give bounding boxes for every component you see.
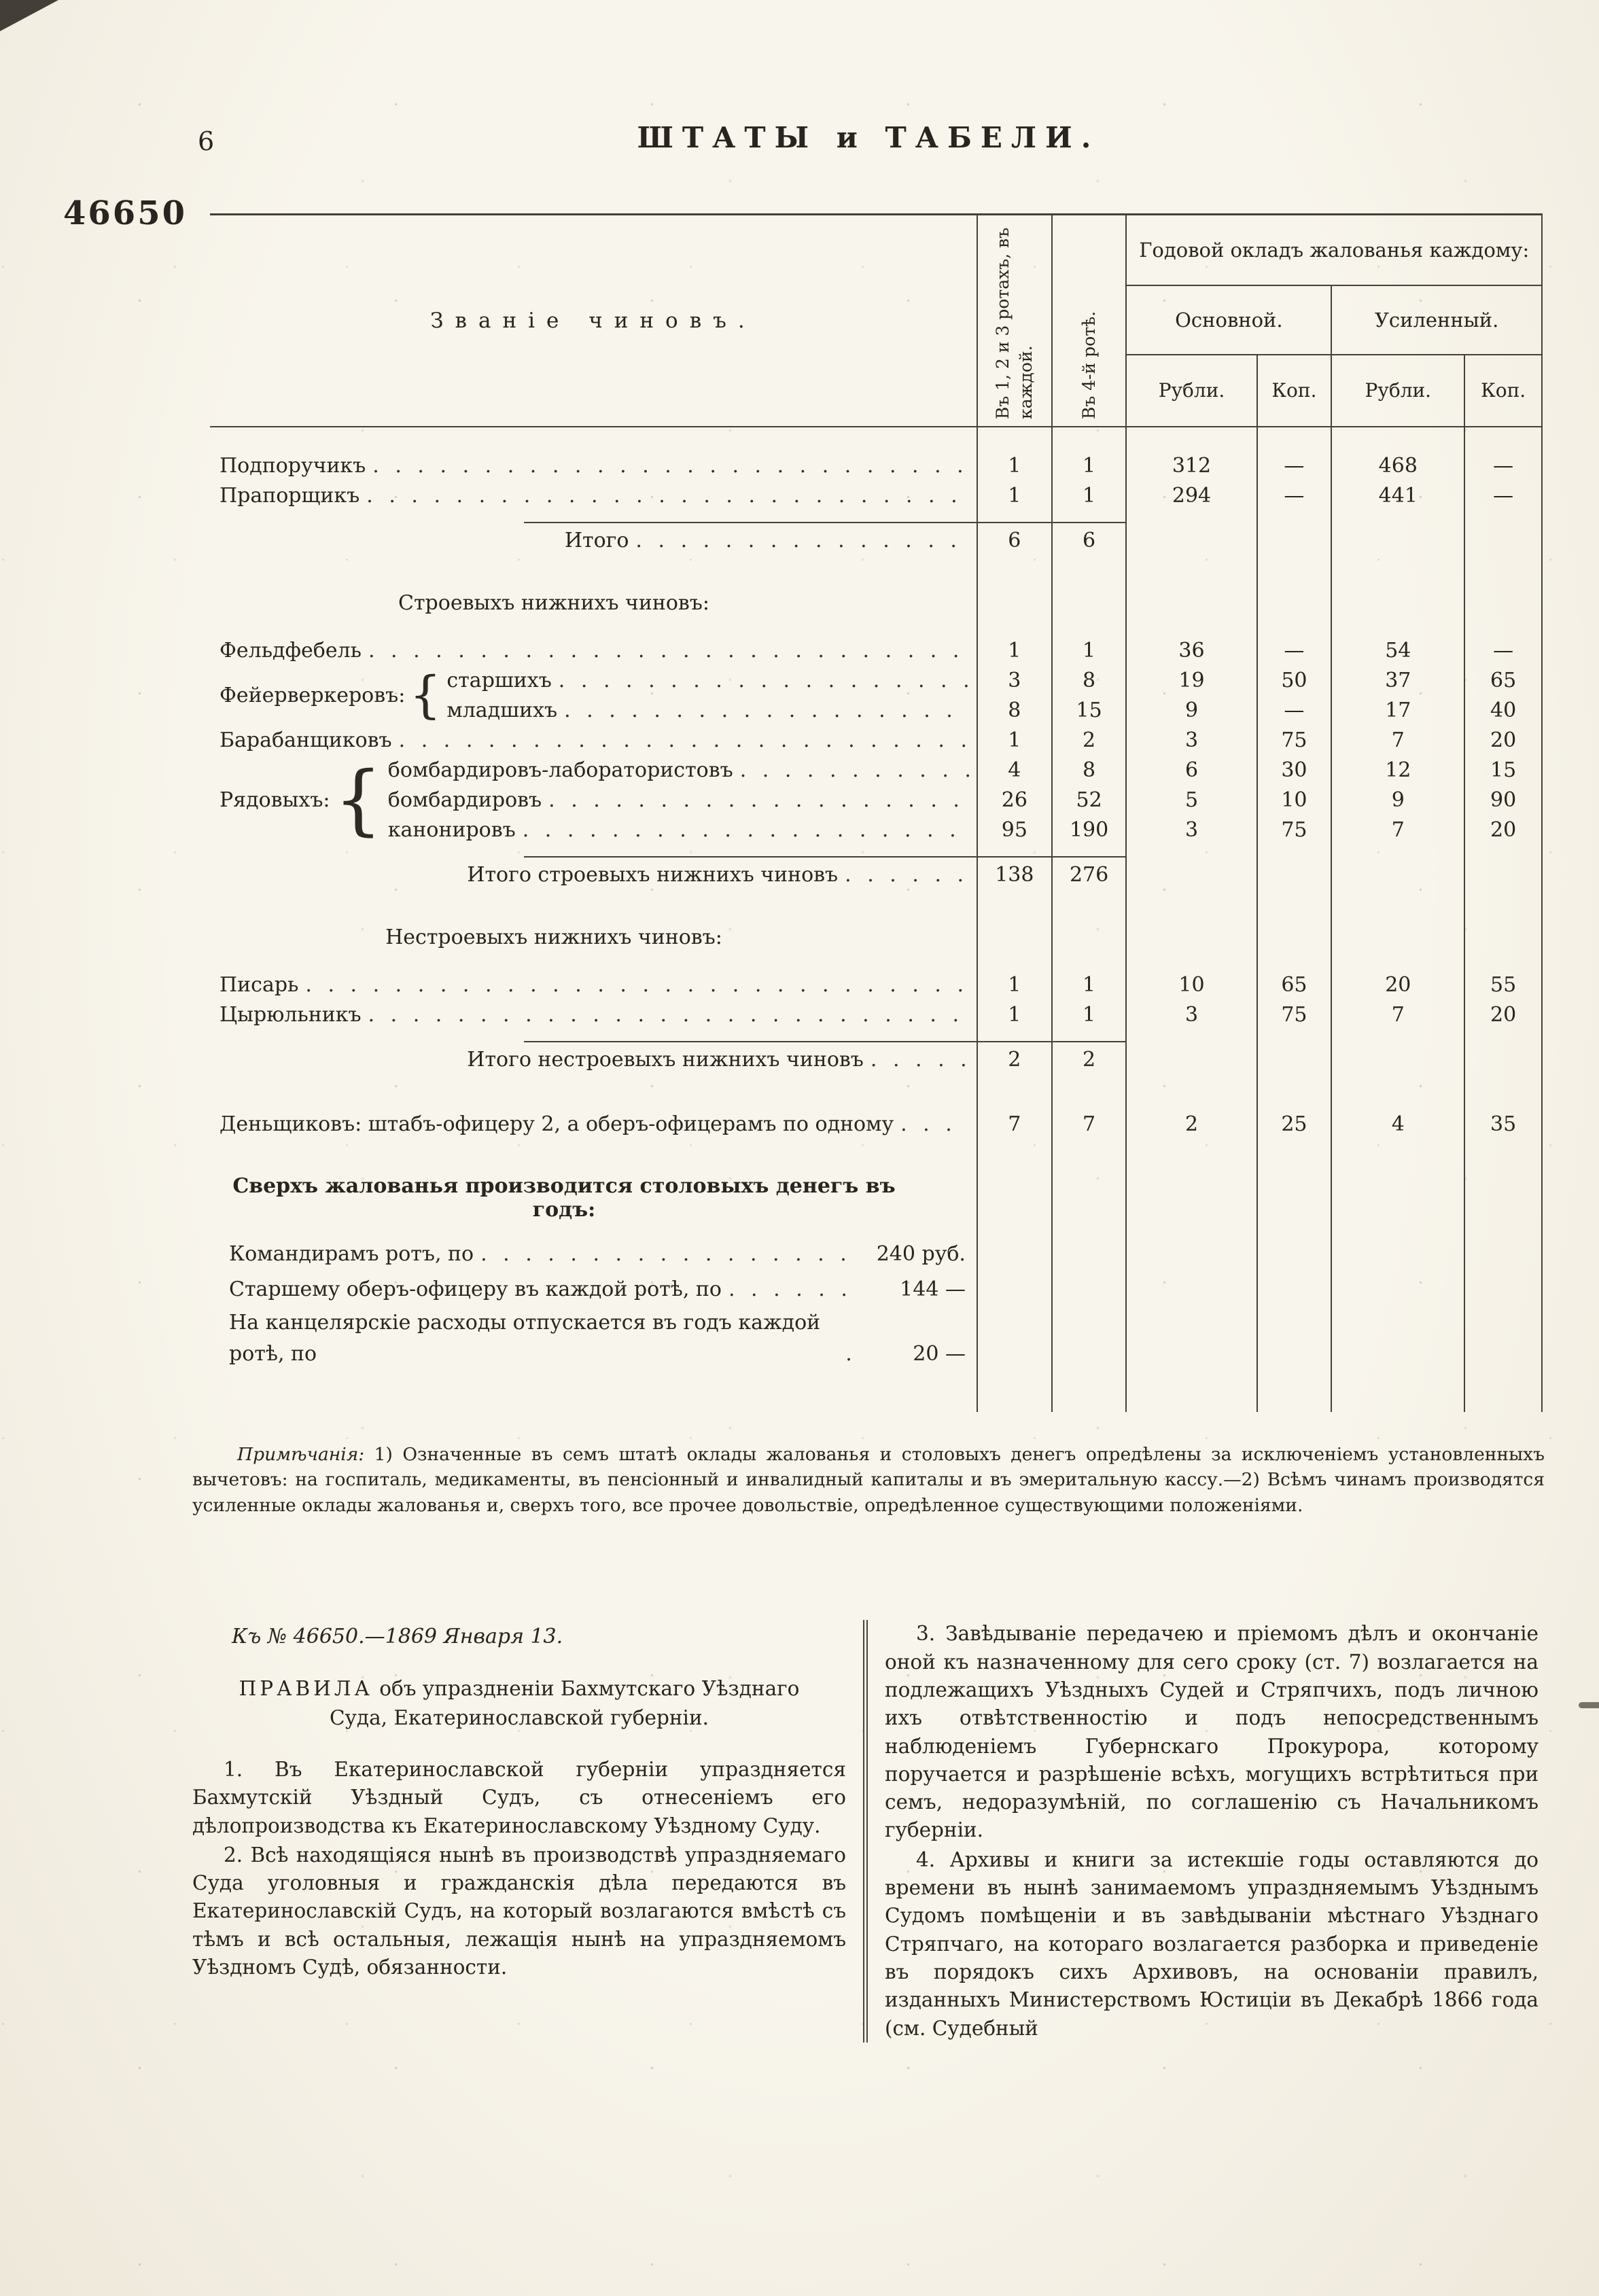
dot-leader <box>740 756 970 785</box>
count-companies-123: 26 <box>977 785 1052 815</box>
table-row-group <box>210 756 1542 785</box>
dot-leader <box>564 696 970 726</box>
count-companies-123: 8 <box>977 696 1052 726</box>
column-header-basic: Основной. <box>1126 285 1331 355</box>
spacer-row <box>210 1375 1542 1412</box>
paragraph-2: 2. Всѣ находящіяся нынѣ въ производствѣ упраздняемаго Суда уголовныя и гражданскія дѣла передаются въ Екатеринославскій Судъ, на который возлагаются вмѣстѣ съ тѣмъ и всѣ остальныя, лежащія нынѣ на упраздняемомъ Уѣздномъ Судѣ, обязанности. <box>192 1843 846 1979</box>
count-companies-123: 1 <box>977 636 1052 666</box>
total-label: Итого нестроевыхъ нижнихъ чиновъ <box>467 1047 864 1072</box>
count-company-4: 52 <box>1052 785 1127 815</box>
dot-leader <box>480 1239 864 1270</box>
table-row <box>210 636 1542 666</box>
rank-label: Барабанщиковъ <box>219 728 392 752</box>
table-footer-heading: Сверхъ жалованья производится столовыхъ денегъ въ годъ: <box>232 1173 896 1222</box>
rank-label: Цырюльникъ <box>219 1002 362 1027</box>
count-company-4: 6 <box>1052 511 1127 571</box>
count-companies-123: 1 <box>977 726 1052 756</box>
brace-glyph: { <box>409 666 442 725</box>
basic-rubles: 5 <box>1126 785 1257 815</box>
article-right-column <box>885 1620 1539 2042</box>
dot-leader <box>845 860 970 890</box>
rank-label: Фельдфебель <box>219 638 362 663</box>
enhanced-rubles: 17 <box>1331 696 1464 726</box>
enhanced-kopecks: 65 <box>1464 666 1542 696</box>
basic-rubles: 10 <box>1126 970 1257 1000</box>
page-content <box>63 121 1545 2043</box>
count-companies-123: 1 <box>977 970 1052 1000</box>
enhanced-rubles: 7 <box>1331 1000 1464 1030</box>
basic-kopecks: 10 <box>1257 785 1332 815</box>
money-amount: 20 — <box>913 1341 966 1366</box>
enhanced-kopecks: 90 <box>1464 785 1542 815</box>
enhanced-rubles: 12 <box>1331 756 1464 785</box>
enhanced-kopecks: — <box>1464 636 1542 666</box>
money-amount: 144 — <box>900 1277 966 1301</box>
total-label: Итого строевыхъ нижнихъ чиновъ <box>467 862 839 887</box>
enhanced-rubles: 20 <box>1331 970 1464 1000</box>
count-company-4: 1 <box>1052 1000 1127 1030</box>
basic-kopecks: 75 <box>1257 815 1332 845</box>
column-header-kopecks-basic: Коп. <box>1257 355 1332 427</box>
column-divider <box>863 1620 868 2042</box>
basic-kopecks: — <box>1257 696 1332 726</box>
act-reference: Къ № 46650.—1869 Января 13. <box>232 1625 563 1649</box>
group-sub-rows <box>446 666 970 726</box>
scan-edge-artifact <box>1579 1702 1599 1708</box>
column-header-company-4 <box>1052 215 1127 427</box>
count-companies-123: 7 <box>977 1090 1052 1159</box>
table-row <box>210 726 1542 756</box>
total-row <box>210 845 1542 905</box>
article-title-caps: ПРАВИЛА <box>239 1677 373 1701</box>
rank-label: Писарь <box>219 972 299 997</box>
column-header-rank: Званіе чиновъ. <box>210 215 977 427</box>
count-company-4: 1 <box>1052 481 1127 511</box>
dot-leader <box>366 481 970 511</box>
money-line-label: На канцелярскіе расходы отпускается въ годъ каждой ротѣ, по <box>229 1310 821 1366</box>
enhanced-kopecks: 55 <box>1464 970 1542 1000</box>
money-line-label: Командирамъ ротъ, по <box>229 1241 474 1266</box>
footnote-lead: Примѣчанія: <box>237 1443 365 1465</box>
group-sub-rows <box>388 756 970 845</box>
page-header <box>192 121 1545 169</box>
enhanced-kopecks: — <box>1464 481 1542 511</box>
money-line-row <box>210 1307 1542 1375</box>
count-company-4: 2 <box>1052 1030 1127 1090</box>
staff-table <box>210 213 1543 1412</box>
enhanced-kopecks: 40 <box>1464 696 1542 726</box>
count-company-4: 276 <box>1052 845 1127 905</box>
rank-label: старшихъ <box>446 668 552 692</box>
rotated-header-text: Въ 1, 2 и 3 ротахъ, въ каждой. <box>993 227 1036 419</box>
basic-rubles: 294 <box>1126 481 1257 511</box>
count-companies-123: 1 <box>977 451 1052 481</box>
count-company-4: 15 <box>1052 696 1127 726</box>
enhanced-kopecks: 20 <box>1464 1000 1542 1030</box>
enhanced-rubles: 441 <box>1331 481 1464 511</box>
article-section <box>192 1620 1547 2042</box>
total-row <box>210 1030 1542 1090</box>
dot-leader <box>728 1274 864 1305</box>
rank-label: бомбардировъ-лаборатористовъ <box>387 758 733 782</box>
basic-kopecks: 50 <box>1257 666 1332 696</box>
enhanced-kopecks: 20 <box>1464 726 1542 756</box>
basic-kopecks: 75 <box>1257 1000 1332 1030</box>
page-number: 6 <box>198 126 215 156</box>
basic-rubles: 19 <box>1126 666 1257 696</box>
count-company-4: 8 <box>1052 756 1127 785</box>
paragraph-1: 1. Въ Екатеринославской губерніи упраздняется Бахмутскій Уѣздный Судъ, съ отнесеніемъ его дѣлопроизводства къ Екатеринославскому Уѣздному Суду. <box>192 1757 846 1837</box>
enhanced-rubles: 468 <box>1331 451 1464 481</box>
article-title <box>213 1674 826 1733</box>
article-title-rest: объ упраздненіи Бахмутскаго Уѣзднаго Суда, Екатеринославской губерніи. <box>329 1677 800 1730</box>
enhanced-kopecks: 35 <box>1464 1090 1542 1159</box>
column-header-salary-group: Годовой окладъ жалованья каждому: <box>1126 215 1542 285</box>
enhanced-rubles: 9 <box>1331 785 1464 815</box>
brace-glyph: { <box>334 756 383 845</box>
basic-rubles: 3 <box>1126 726 1257 756</box>
rank-label: канонировъ <box>387 817 516 842</box>
dot-leader <box>559 666 970 696</box>
section-heading-row <box>210 571 1542 636</box>
section-heading: Нестроевыхъ нижнихъ чиновъ: <box>385 925 722 949</box>
rank-label: бомбардировъ <box>387 788 542 812</box>
count-company-4: 1 <box>1052 451 1127 481</box>
rank-label: Деньщиковъ: штабъ-офицеру 2, а оберъ-офицерамъ по одному <box>219 1112 894 1136</box>
dot-leader <box>368 636 970 666</box>
basic-rubles: 9 <box>1126 696 1257 726</box>
table-row <box>210 451 1542 481</box>
count-company-4: 1 <box>1052 636 1127 666</box>
basic-kopecks: 25 <box>1257 1090 1332 1159</box>
enhanced-rubles: 7 <box>1331 815 1464 845</box>
column-header-rubles-basic: Рубли. <box>1126 355 1257 427</box>
enhanced-kopecks: 20 <box>1464 815 1542 845</box>
basic-rubles: 3 <box>1126 815 1257 845</box>
enhanced-kopecks: 15 <box>1464 756 1542 785</box>
enhanced-rubles: 7 <box>1331 726 1464 756</box>
count-companies-123: 2 <box>977 1030 1052 1090</box>
dot-leader <box>523 815 970 845</box>
group-label: Фейерверкеровъ: <box>219 684 406 707</box>
money-line-row <box>210 1237 1542 1272</box>
count-companies-123: 95 <box>977 815 1052 845</box>
table-row <box>210 1000 1542 1030</box>
dot-leader <box>871 1045 970 1075</box>
table-row <box>210 970 1542 1000</box>
rank-label: Подпоручикъ <box>219 453 366 478</box>
enhanced-rubles: 4 <box>1331 1090 1464 1159</box>
running-title: ШТАТЫ и ТАБЕЛИ. <box>637 121 1100 154</box>
dot-leader <box>372 451 970 481</box>
spacer-row <box>210 427 1542 451</box>
count-company-4: 2 <box>1052 726 1127 756</box>
act-number: 46650 <box>63 194 187 232</box>
count-companies-123: 138 <box>977 845 1052 905</box>
money-line-label: Старшему оберъ-офицеру въ каждой ротѣ, по <box>229 1277 722 1301</box>
paragraph-4: 4. Архивы и книги за истекшіе годы оставляются до времени въ нынѣ занимаемомъ упраздняемымъ Уѣзднымъ Судомъ помѣщеніи и въ завѣдываніи мѣстнаго Уѣзднаго Стряпчаго, на котораго возлагается разборка и приведеніе въ порядокъ сихъ Архивовъ, на основаніи правилъ, изданныхъ Министерствомъ Юстиціи въ Декабрѣ 1866 года (см. Судебный <box>885 1848 1539 2040</box>
column-header-enhanced: Усиленный. <box>1331 285 1542 355</box>
dot-leader <box>900 1110 970 1140</box>
count-company-4: 8 <box>1052 666 1127 696</box>
count-company-4: 1 <box>1052 970 1127 1000</box>
column-header-kopecks-enhanced: Коп. <box>1464 355 1542 427</box>
basic-kopecks: 75 <box>1257 726 1332 756</box>
dot-leader <box>845 1339 864 1370</box>
enhanced-kopecks: — <box>1464 451 1542 481</box>
count-companies-123: 1 <box>977 481 1052 511</box>
basic-rubles: 6 <box>1126 756 1257 785</box>
basic-kopecks: — <box>1257 481 1332 511</box>
basic-rubles: 2 <box>1126 1090 1257 1159</box>
basic-rubles: 36 <box>1126 636 1257 666</box>
total-label: Итого <box>564 528 629 552</box>
staff-table-header <box>210 215 1542 427</box>
count-companies-123: 6 <box>977 511 1052 571</box>
basic-kopecks: 65 <box>1257 970 1332 1000</box>
enhanced-rubles: 37 <box>1331 666 1464 696</box>
group-label: Рядовыхъ: <box>219 788 330 812</box>
table-row-group <box>210 666 1542 696</box>
column-header-companies-123 <box>977 215 1052 427</box>
rotated-header-text: Въ 4-й ротѣ. <box>1078 311 1099 419</box>
basic-kopecks: — <box>1257 636 1332 666</box>
article-left-column <box>192 1620 846 2042</box>
footnote-body: 1) Означенные въ семъ штатѣ оклады жалованья и столовыхъ денегъ опредѣлены за исключеніемъ установленныхъ вычетовъ: на госпиталь, медикаменты, въ пенсіонный и инвалидный капиталы и въ эмеритальную кассу.—2) Всѣмъ чинамъ производятся усиленные оклады жалованья и, сверхъ того, все прочее довольствіе, опредѣленное существующими положеніями. <box>192 1443 1545 1516</box>
count-companies-123: 3 <box>977 666 1052 696</box>
dot-leader <box>399 726 970 756</box>
basic-rubles: 312 <box>1126 451 1257 481</box>
total-row <box>210 511 1542 571</box>
count-companies-123: 1 <box>977 1000 1052 1030</box>
paragraph-3: 3. Завѣдываніе передачею и пріемомъ дѣлъ и окончаніе оной къ назначенному для сего сроку (ст. 7) возлагается на подлежащихъ Уѣздныхъ Судей и Стряпчихъ, подъ личною ихъ отвѣтственностію и подъ непосредственнымъ наблюденіемъ Губернскаго Прокурора, которому поручается и разрѣшеніе всѣхъ, могущихъ встрѣтиться при семъ, недоразумѣній, по соглашенію съ Начальникомъ губерніи. <box>885 1622 1539 1842</box>
table-row <box>210 481 1542 511</box>
dot-leader <box>305 970 970 1000</box>
basic-rubles: 3 <box>1126 1000 1257 1030</box>
money-line-row <box>210 1272 1542 1307</box>
table-row <box>210 1090 1542 1159</box>
count-companies-123: 4 <box>977 756 1052 785</box>
footnote <box>192 1442 1545 1519</box>
enhanced-rubles: 54 <box>1331 636 1464 666</box>
count-company-4: 190 <box>1052 815 1127 845</box>
count-company-4: 7 <box>1052 1090 1127 1159</box>
basic-kopecks: 30 <box>1257 756 1332 785</box>
money-amount: 240 руб. <box>876 1241 966 1266</box>
rank-label: младшихъ <box>446 698 558 722</box>
section-heading: Строевыхъ нижнихъ чиновъ: <box>398 591 709 615</box>
dot-leader <box>635 526 970 556</box>
column-header-rubles-enhanced: Рубли. <box>1331 355 1464 427</box>
table-footer-heading-row <box>210 1159 1542 1237</box>
rank-label: Прапорщикъ <box>219 483 360 508</box>
dot-leader <box>368 1000 970 1030</box>
scan-corner-artifact <box>0 0 58 31</box>
dot-leader <box>548 785 970 815</box>
basic-kopecks: — <box>1257 451 1332 481</box>
section-heading-row <box>210 905 1542 970</box>
